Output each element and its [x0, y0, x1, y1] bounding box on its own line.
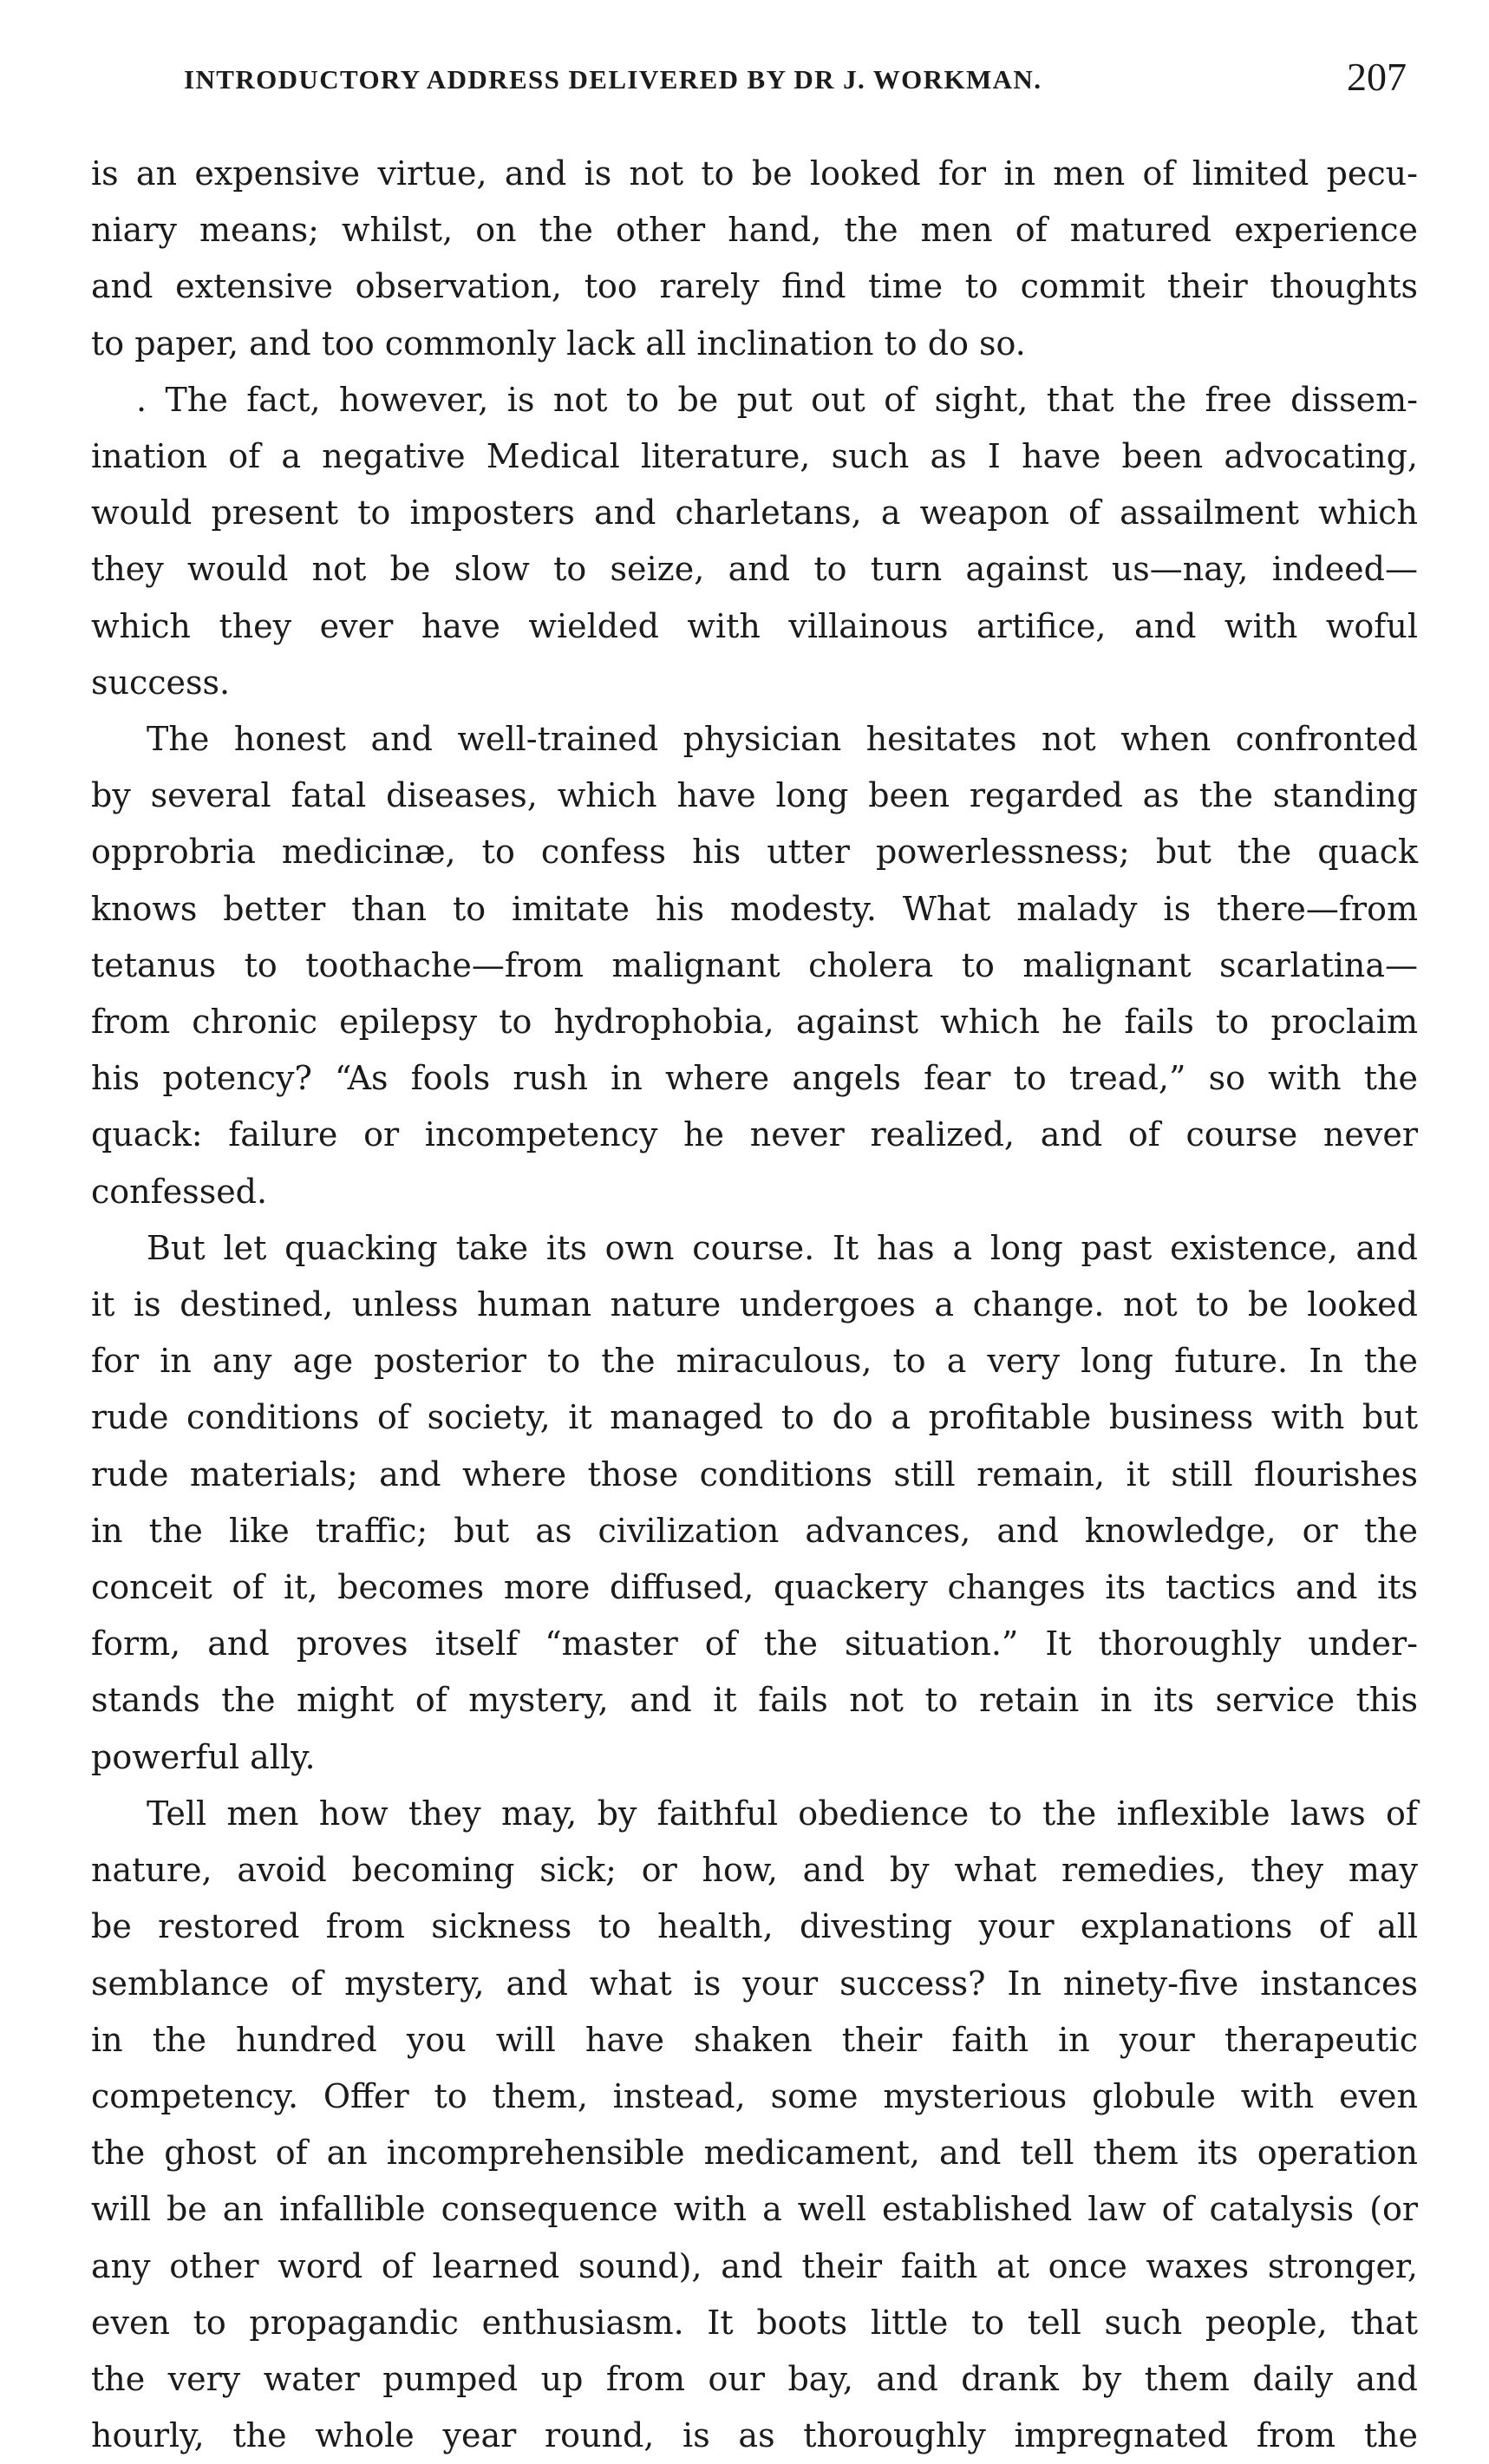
text-line: success.	[91, 663, 231, 702]
text-line: confessed.	[91, 1172, 268, 1211]
text-line: tetanus to toothache—from malignant cholera to malignant scarlatina—	[91, 945, 1418, 984]
text-line: The honest and well-trained physician hesitates not when confronted	[147, 720, 1418, 759]
text-line: they would not be slow to seize, and to turn against us—nay, indeed—	[91, 550, 1418, 589]
text-line: by several fatal diseases, which have long been regarded as the standing	[91, 776, 1418, 815]
paragraph-2	[91, 372, 1418, 711]
text-line: for in any age posterior to the miraculous, to a very long future. In the	[91, 1342, 1418, 1381]
text-line: knows better than to imitate his modesty. What malady is there—from	[91, 889, 1418, 928]
paragraph-4	[91, 1220, 1418, 1786]
text-line: the ghost of an incomprehensible medicament, and tell them its operation	[91, 2134, 1418, 2173]
text-line: will be an infallible consequence with a well established law of catalysis (or	[91, 2190, 1418, 2229]
text-line: conceit of it, becomes more diffused, quackery changes its tactics and its	[91, 1568, 1418, 1607]
text-line: hourly, the whole year round, is as thoroughly impregnated from the	[91, 2416, 1418, 2455]
text-line: stands the might of mystery, and it fails not to retain in its service this	[91, 1681, 1418, 1720]
text-line: any other word of learned sound), and their faith at once waxes stronger,	[91, 2246, 1418, 2285]
text-line: and extensive observation, too rarely find time to commit their thoughts	[91, 267, 1418, 306]
text-line: niary means; whilst, on the other hand, the men of matured experience	[91, 211, 1418, 250]
text-line: even to propagandic enthusiasm. It boots little to tell such people, that	[91, 2303, 1418, 2342]
text-line: the very water pumped up from our bay, and drank by them daily and	[91, 2359, 1418, 2398]
text-line: to paper, and too commonly lack all inclination to do so.	[91, 324, 1026, 363]
text-line: ination of a negative Medical literature, such as I have been advocating,	[91, 437, 1418, 476]
paragraph-5	[91, 1786, 1418, 2464]
text-line: it is destined, unless human nature undergoes a change. not to be looked	[91, 1285, 1418, 1324]
text-line: . The fact, however, is not to be put out of sight, that the free dissem-	[136, 380, 1418, 419]
text-line: his potency? “As fools rush in where angels fear to tread,” so with the	[91, 1059, 1418, 1098]
text-line: rude materials; and where those conditions still remain, it still flourishes	[91, 1454, 1418, 1493]
text-line: But let quacking take its own course. It has a long past existence, and	[147, 1228, 1418, 1267]
text-line: rude conditions of society, it managed to do a profitable business with but	[91, 1398, 1418, 1437]
text-line: in the hundred you will have shaken their faith in your therapeutic	[91, 2020, 1418, 2059]
text-line: would present to imposters and charletans, a weapon of assailment which	[91, 493, 1418, 533]
text-line: from chronic epilepsy to hydrophobia, against which he fails to proclaim	[91, 1003, 1418, 1042]
text-line: powerful ally.	[91, 1737, 316, 1776]
page-number: 207	[1347, 55, 1407, 99]
running-title: INTRODUCTORY ADDRESS DELIVERED BY DR J. WORKMAN.	[184, 64, 1042, 95]
text-line: in the like traffic; but as civilization advances, and knowledge, or the	[91, 1511, 1418, 1550]
text-line: form, and proves itself “master of the situation.” It thoroughly under-	[91, 1624, 1418, 1663]
text-line: which they ever have wielded with villainous artifice, and with woful	[91, 606, 1418, 645]
text-line: Tell men how they may, by faithful obedience to the inflexible laws of	[147, 1794, 1418, 1833]
text-line: is an expensive virtue, and is not to be looked for in men of limited pecu-	[91, 154, 1418, 193]
paragraph-1	[91, 146, 1418, 372]
text-line: nature, avoid becoming sick; or how, and by what remedies, they may	[91, 1851, 1418, 1890]
text-line: semblance of mystery, and what is your success? In ninety-five instances	[91, 1964, 1418, 2003]
paragraph-3	[91, 711, 1418, 1220]
text-line: be restored from sickness to health, divesting your explanations of all	[91, 1907, 1418, 1946]
body-text	[91, 146, 1418, 2464]
text-line: competency. Offer to them, instead, some mysterious globule with even	[91, 2076, 1418, 2115]
text-line: opprobria medicinæ, to confess his utter powerlessness; but the quack	[91, 833, 1418, 872]
running-head	[184, 54, 1407, 106]
text-line: quack: failure or incompetency he never realized, and of course never	[91, 1115, 1418, 1154]
